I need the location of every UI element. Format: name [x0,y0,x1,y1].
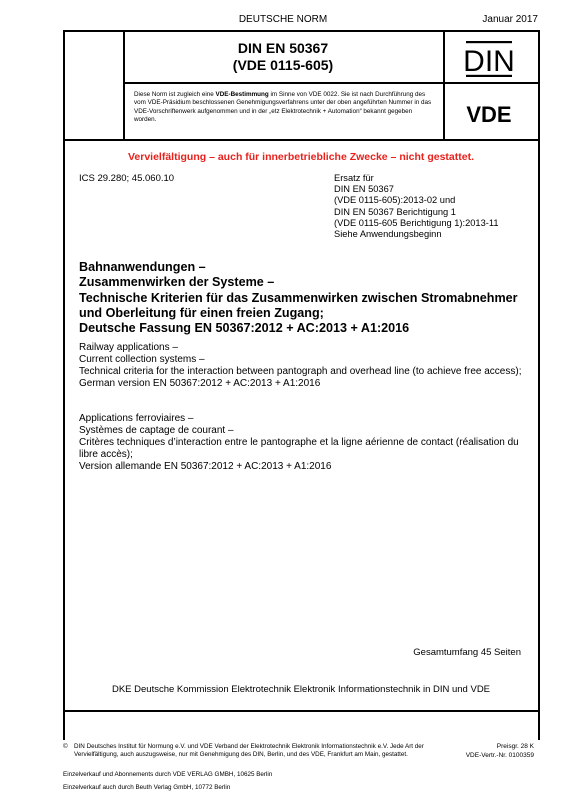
german-title-line: und Oberleitung für einen freien Zugang; [79,305,324,320]
vde-notice-bold: VDE-Bestimmung [215,91,269,98]
replacement-line: Siehe Anwendungsbeginn [334,229,442,240]
designation-din: DIN EN 50367 [237,40,329,56]
vde-notice-suffix: im Sinne von VDE 0022. Sie ist nach Durchführung des vom VDE-Präsidium beschlossenen Genehmigungsverfahrens unter der oben angeführten Nummer in das VDE-Vorschriftenwerk aufgenommen und in der „etz Elektrotechnik + Automation“ bekannt gegeben worden. [134,91,432,123]
vde-logo [452,104,526,124]
dke-bottom-border [63,710,540,712]
english-title-line: Current collection systems – [79,354,205,365]
price-group: Preisgr. 28 K [496,743,534,750]
frame-right-border [538,30,540,740]
header-block-right-divider [443,30,445,140]
dke-commission: DKE Deutsche Kommission Elektrotechnik Elektronik Informationstechnik in DIN und VDE [111,684,491,695]
replacement-line: DIN EN 50367 [334,184,394,195]
german-title-line: Bahnanwendungen – [79,260,206,274]
french-title [79,413,534,473]
french-title-line: Critères techniques d’interaction entre le pantographe et la ligne aérienne de contact (réalisation du libre accès); [79,437,519,460]
price-info [440,743,534,760]
replacement-line: (VDE 0115-605):2013-02 und [334,195,456,206]
french-title-line: Applications ferroviaires – [79,413,194,424]
copyright-symbol: © [63,743,68,750]
english-title-line: Railway applications – [79,342,178,353]
replacement-block [334,173,534,240]
vde-notice-prefix: Diese Norm ist zugleich eine [134,91,216,98]
title-box-divider [123,82,540,84]
vde-logo-text: VDE [466,104,512,124]
sales-line-vde: Einzelverkauf und Abonnements durch VDE VERLAG GMBH, 10625 Berlin [63,771,273,778]
sales-line-beuth: Einzelverkauf auch durch Beuth Verlag GmbH, 10772 Berlin [63,784,231,791]
vde-sales-number: VDE-Vertr.-Nr. 0100359 [465,751,534,759]
german-title-line: Deutsche Fassung EN 50367:2012 + AC:2013 + A1:2016 [79,321,410,336]
designation-box [128,40,438,74]
total-pages: Gesamtumfang 45 Seiten [413,647,521,658]
german-title-line: Zusammenwirken der Systeme – [79,275,275,290]
header-block-bottom-border [63,139,540,141]
replacement-line: Ersatz für [334,173,374,183]
ics-code: ICS 29.280; 45.060.10 [79,173,175,184]
designation-vde: (VDE 0115-605) [232,57,334,73]
french-title-line: Systèmes de captage de courant – [79,425,234,436]
din-logo [458,40,520,78]
english-title-line: Technical criteria for the interaction between pantograph and overhead line (to achieve free access); [79,366,522,377]
german-title-line: Technische Kriterien für das Zusammenwirken zwischen Stromabnehmer [79,290,518,305]
english-title-line: German version EN 50367:2012 + AC:2013 + A1:2016 [79,378,321,389]
reproduction-warning: Vervielfältigung – auch für innerbetriebliche Zwecke – nicht gestattet. [127,151,474,163]
din-logo-text: DIN [463,45,515,78]
german-title [79,260,534,336]
frame-top-border [63,30,540,32]
vde-notice [134,91,434,124]
copyright-text: DIN Deutsches Institut für Normung e.V. und VDE Verband der Elektrotechnik Elektronik Informationstechnik e.V. Jede Art der Vervielfältigung, auch auszugsweise, nur mit Genehmigung des DIN, Berlin, und des VDE, Frankfurt am Main, gestattet. [74,743,424,758]
replacement-line: (VDE 0115-605 Berichtigung 1):2013-11 [334,217,499,228]
header-block-left-divider [123,30,125,140]
frame-left-border [63,30,65,740]
norm-type-header: DEUTSCHE NORM [238,14,328,25]
issue-date: Januar 2017 [482,14,538,25]
replacement-line: DIN EN 50367 Berichtigung 1 [334,206,456,217]
french-title-line: Version allemande EN 50367:2012 + AC:2013 + A1:2016 [79,461,332,472]
english-title [79,342,534,390]
